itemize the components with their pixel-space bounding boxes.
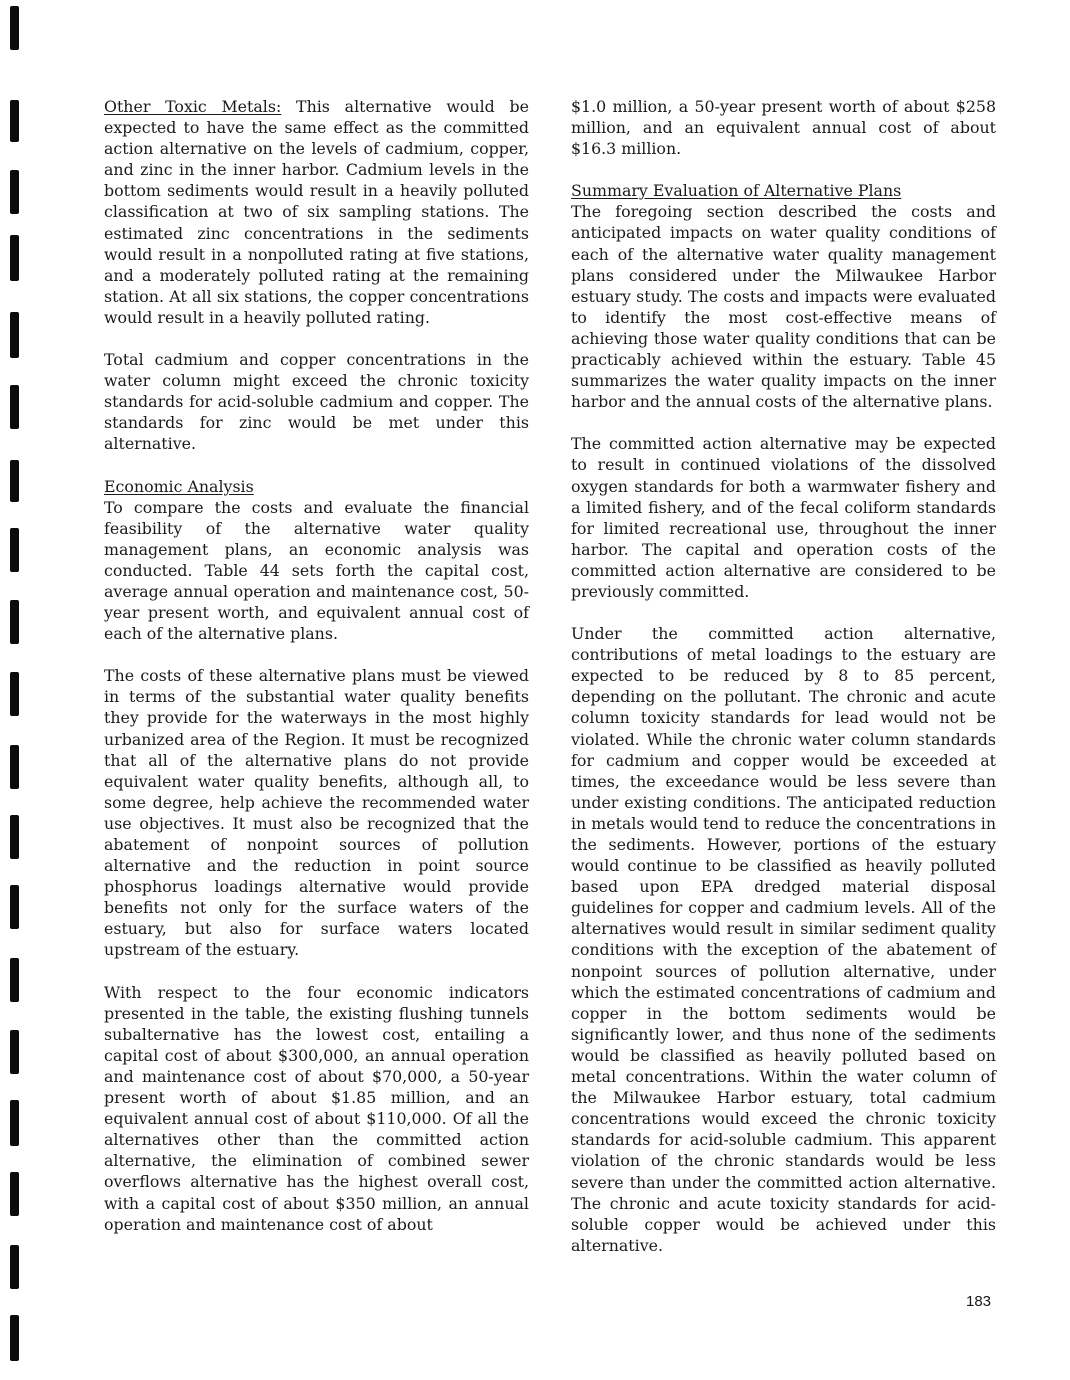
punch-hole	[10, 672, 19, 716]
punch-hole	[10, 312, 19, 358]
punch-hole	[10, 885, 19, 929]
punch-hole	[10, 100, 19, 142]
punch-hole	[10, 745, 19, 789]
punch-hole	[10, 235, 19, 281]
punch-hole	[10, 1245, 19, 1289]
punch-hole	[10, 1030, 19, 1074]
punch-hole	[10, 170, 19, 214]
summary-evaluation-paragraph: The foregoing section described the costs and anticipated impacts on water quality conditions of each of the alternative water quality management plans considered under the Milwaukee Harbor estuary study. The costs and impacts were evaluated to identify the most cost-effective means of achieving those water quality conditions that can be practicably achieved within the estuary. Table 45 summarizes the water quality impacts on the inner harbor and the annual costs of the alternative plans.	[571, 202, 996, 412]
metal-loadings-paragraph: Under the committed action alternative, contributions of metal loadings to the estuary are expected to be reduced by 8 to 85 percent, depending on the pollutant. The chronic and acute column toxicity standards for lead would not be violated. While the chronic water column standards for cadmium and copper would be exceeded at times, the exceedance would be less severe than under existing conditions. The anticipated reduction in metals would tend to reduce the concentrations in the sediments. However, portions of the estuary would continue to be classified as heavily polluted based upon EPA dredged material disposal guidelines for copper and cadmium levels. All of the alternatives would result in similar sediment quality conditions with the exception of the abatement of nonpoint sources of pollution alternative, under which the estimated concentrations of cadmium and copper in the bottom sediments would be significantly lower, and thus none of the sediments would be classified as heavily polluted based on metal concentrations. Within the water column of the Milwaukee Harbor estuary, total cadmium concentrations would exceed the chronic toxicity standards for acid-soluble cadmium. This apparent violation of the chronic standards would be less severe than under the committed action alternative. The chronic and acute toxicity standards for acid-soluble copper would be achieved under this alternative.	[571, 624, 996, 1255]
punch-hole	[10, 528, 19, 572]
economic-analysis-paragraph: To compare the costs and evaluate the financial feasibility of the alternative water quality management plans, an economic analysis was conducted. Table 44 sets forth the capital cost, average annual operation and maintenance cost, 50-year present worth, and equivalent annual cost of each of the alternative plans.	[104, 497, 529, 644]
cost-continuation-paragraph: $1.0 million, a 50-year present worth of about $258 million, and an equivalent annual cost of about $16.3 million.	[571, 97, 996, 159]
costs-benefits-paragraph: The costs of these alternative plans must be viewed in terms of the substantial water quality benefits they provide for the waterways in the most highly urbanized area of the Region. It must be recognized that all of the alternative plans do not provide equivalent water quality benefits, although all, to some degree, help achieve the recommended water use objectives. It must also be recognized that the abatement of nonpoint sources of pollution alternative and the reduction in point source phosphorus loadings alternative would provide benefits not only for the surface waters of the estuary, but also for surface waters located upstream of the estuary.	[104, 666, 529, 960]
punch-hole	[10, 460, 19, 502]
economic-analysis-heading: Economic Analysis	[104, 476, 254, 496]
other-toxic-metals-paragraph	[104, 96, 529, 328]
committed-action-paragraph: The committed action alternative may be expected to result in continued violations of the dissolved oxygen standards for both a warmwater fishery and a limited fishery, and of the fecal coliform standards for limited recreational use, throughout the inner harbor. The capital and operation costs of the committed action alternative are considered to be previously committed.	[571, 434, 996, 601]
punch-hole	[10, 1315, 19, 1361]
punch-hole	[10, 600, 19, 644]
punch-hole	[10, 1100, 19, 1146]
economic-indicators-paragraph: With respect to the four economic indicators presented in the table, the existing flushing tunnels subalternative has the lowest cost, entailing a capital cost of about $300,000, an annual operation and maintenance cost of about $70,000, a 50-year present worth of about $1.85 million, and an equivalent annual cost of about $110,000. Of all the alternatives other than the committed action alternative, the elimination of combined sewer overflows alternative has the highest overall cost, with a capital cost of about $350 million, an annual operation and maintenance cost of about	[104, 982, 529, 1234]
punch-hole	[10, 6, 19, 50]
other-toxic-metals-heading: Other Toxic Metals:	[104, 97, 282, 116]
punch-hole	[10, 815, 19, 859]
punch-hole	[10, 958, 19, 1002]
summary-evaluation-heading: Summary Evaluation of Alternative Plans	[571, 181, 902, 201]
total-cadmium-paragraph: Total cadmium and copper concentrations in the water column might exceed the chronic toxicity standards for acid-soluble cadmium and copper. The standards for zinc would be met under this alternative.	[104, 350, 529, 454]
right-column	[571, 96, 996, 1256]
binding-punch-holes	[10, 0, 24, 1380]
other-toxic-metals-text: This alternative would be expected to have the same effect as the committed action alternative on the levels of cadmium, copper, and zinc in the inner harbor. Cadmium levels in the bottom sediments would result in a heavily polluted classification at two of six sampling stations. The estimated zinc concentrations in the sediments would result in a nonpolluted rating at five stations, and a moderately polluted rating at the remaining station. At all six stations, the copper concentrations would result in a heavily polluted rating.	[104, 97, 529, 327]
punch-hole	[10, 1172, 19, 1216]
left-column	[104, 96, 529, 1235]
page-number: 183	[966, 1293, 992, 1310]
punch-hole	[10, 385, 19, 429]
